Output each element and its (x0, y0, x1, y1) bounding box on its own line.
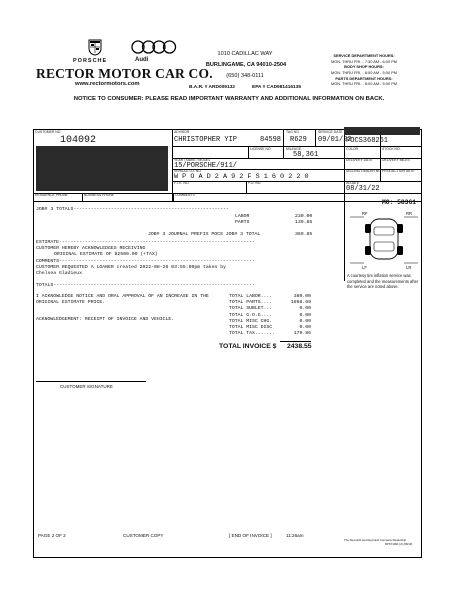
hours-line: MON. THRU FRI. - 7:30 AM - 6:00 PM (330, 58, 398, 64)
totals-row-label: TOTAL TAX....... (229, 331, 276, 337)
estimate-section (36, 240, 341, 277)
tire-lr-label: LR (406, 265, 412, 270)
redacted-customer-info (36, 146, 168, 191)
totals-row-value: 0.00 (299, 325, 311, 331)
customer-no-label: CUSTOMER NO. (35, 130, 62, 134)
in-date-label: IN DATE (346, 181, 360, 185)
totals-row-label: TOTAL MISC DISC (229, 325, 273, 331)
delivery-miles-label: DELIVERY MILES (382, 158, 410, 162)
totals-row-value: 179.86 (293, 331, 311, 337)
receipt-ack: ACKNOWLEDGEMENT: RECEIPT OF INVOICE AND VEHICLE. (36, 317, 175, 322)
ro-number: POCS368261 (346, 137, 389, 145)
estimate-header: ESTIMATE-------------------------------------------------------------------- (36, 240, 255, 245)
job-totals-line: JOB# 3 TOTALS------------------------------------------------------ (36, 207, 229, 212)
license-label: LICENSE NO. (250, 147, 272, 151)
fte-label: F.T.E. NO. (174, 181, 190, 185)
copy-label: CUSTOMER COPY (123, 533, 164, 538)
mo-value: MO: 58361 (382, 199, 417, 206)
customer-no-value: 104092 (60, 135, 97, 146)
totals-row-label: TOTAL PARTS.... (229, 300, 273, 306)
grid-v4 (283, 129, 284, 158)
totals-row-value: 0.00 (299, 318, 311, 324)
po-label: P.O. NO. (248, 181, 262, 185)
grid-v9 (315, 129, 316, 146)
department-hours (318, 53, 410, 87)
consumer-notice: NOTICE TO CONSUMER: PLEASE READ IMPORTANT WARRANTY AND ADDITIONAL INFORMATION ON BACK. (73, 96, 385, 102)
loaner-line-1: CUSTOMER REQUESTED A LOANER created 2022-08-26 03:55:00pm taken by (36, 264, 226, 270)
address-line-2: BURLINGAME, CA 94010-2504 (205, 62, 287, 68)
journal-line: JOB# 3 JOURNAL PREFIX POCS JOB# 3 TOTAL (148, 232, 261, 237)
totals-row-value: 1868.69 (290, 300, 311, 306)
in-date-value: 08/31/22 (346, 185, 380, 193)
color-label: COLOR (346, 147, 359, 151)
parts-label: PARTS (235, 220, 250, 225)
signature-label: CUSTOMER SIGNATURE (60, 384, 113, 389)
form-fine-print-1: The Reynolds and Reynolds Company Dealership (344, 538, 407, 542)
grid-v6 (246, 181, 247, 193)
production-date-label: PRODUCTION DATE (382, 169, 415, 173)
journal-total: 369.85 (295, 232, 313, 237)
audi-rings-icon (129, 40, 179, 54)
grid-v5 (248, 146, 249, 158)
car-topview-icon (348, 211, 420, 267)
totals-table (229, 294, 311, 338)
grid-v8 (173, 193, 174, 201)
advisor-label: ADVISOR (174, 130, 190, 134)
tire-diagram (348, 211, 420, 267)
porsche-logo (86, 38, 104, 56)
mileage-label: MILEAGE (286, 147, 302, 151)
comments-header: COMMENTS-------------------------------------------------------------------- (36, 258, 255, 264)
hours-line: PARTS DEPARTMENT HOURS: (335, 75, 393, 81)
labor-value: 230.00 (295, 214, 313, 219)
redacted-ro-header (344, 127, 420, 135)
hours-line: MON. THRU FRI. - 8:00 AM - 5:00 PM (330, 69, 398, 75)
total-invoice-value: 2438.55 (287, 343, 312, 350)
end-of-invoice: [ END OF INVOICE ] (229, 533, 272, 538)
advisor-value: CHRISTOPHER YIP (174, 136, 238, 144)
tire-rr-label: RR (406, 211, 413, 216)
page-number: PAGE 2 OF 2 (38, 533, 66, 538)
totals-row-label: TOTAL LABOR.... (229, 294, 273, 299)
totals-row-value: 0.00 (299, 312, 311, 318)
mileage-value: 58,361 (293, 151, 319, 159)
service-date-label: SERVICE DATE (318, 130, 343, 134)
print-time: 11:26am (286, 533, 304, 538)
ack-line-1: CUSTOMER HEREBY ACKNOWLEDGES RECEIVING (36, 246, 146, 252)
vin-value: W P O A D 2 A 9 2 F S 1 6 0 2 2 0 (174, 173, 309, 181)
signature-line (36, 381, 146, 382)
ack-line-2: ORIGINAL ESTIMATE OF $2500.00 (+TAX) (54, 252, 158, 258)
parts-value: 139.85 (295, 220, 313, 225)
totals-row-value: 380.00 (293, 294, 311, 299)
vin-label: VEHICLE I.D. NO. (174, 169, 202, 173)
tire-lf-label: LF (362, 265, 367, 270)
totals-underline (280, 341, 311, 342)
comments-label: COMMENTS (175, 193, 195, 197)
hours-line: MON. THRU FRI. - 8:00 AM - 5:00 PM (330, 81, 398, 87)
advisor-number: 84598 (260, 136, 282, 144)
totals-header: TOTALS---------------------------------------------------------------------- (36, 283, 255, 288)
totals-row-label: TOTAL MISC CHG. (229, 318, 273, 324)
stock-label: STOCK NO. (382, 147, 401, 151)
tire-note: A courtesy tire inflation service was completed and the measurements after the service are noted above. (347, 273, 419, 290)
tag-value: R629 (290, 136, 307, 144)
selling-dealer-label: SELLING DEALER NO. (346, 169, 382, 173)
totals-row (229, 331, 311, 337)
tire-rf-label: RF (362, 211, 368, 216)
company-name: RECTOR MOTOR CAR CO. (36, 66, 213, 81)
grid-v1 (172, 129, 173, 201)
totals-row-label: TOTAL G.O.G.... (229, 312, 273, 318)
bar-number: B.A.R. # ARD009132 (189, 85, 235, 90)
phone-number: (650) 348-0111 (226, 73, 264, 79)
porsche-crest-icon (86, 38, 104, 56)
address-line-1: 1010 CADILLAC WAY (217, 51, 273, 57)
delivery-date-label: DELIVERY DATE (346, 158, 373, 162)
year-make-value: 15/PORSCHE/911/ (174, 162, 238, 170)
form-fine-print-2: RPS71991 (2) (08/13) (385, 542, 413, 546)
grid-v7 (82, 193, 83, 201)
hours-line: SERVICE DEPARTMENT HOURS: (333, 53, 395, 58)
labor-label: LABOR (235, 214, 250, 219)
grid-h4 (172, 181, 422, 182)
epa-number: EPA # CAD981416135 (252, 85, 302, 90)
service-date-value: 09/01/22 (318, 136, 352, 144)
loaner-line-2: Chelsea Gladieux (36, 271, 83, 277)
notice-ack-1: I ACKNOWLEDGE NOTICE AND ORAL APPROVAL OF AN INCREASE IN THE (36, 294, 209, 299)
frame-bottom (33, 557, 422, 558)
porsche-wordmark: PORSCHE (73, 58, 108, 64)
total-invoice-label: TOTAL INVOICE $ (219, 343, 277, 350)
year-make-label: YEAR / MAKE / MODEL (174, 158, 211, 162)
tag-label: TAG NO. (286, 130, 300, 134)
residence-phone-label: RESIDENCE PHONE (35, 193, 68, 197)
invoice-body (36, 207, 341, 213)
totals-row-value: 0.00 (299, 306, 311, 312)
totals-row-label: TOTAL SUBLET... (229, 306, 273, 312)
tire-area-left-border (344, 201, 345, 281)
hours-line: BODY SHOP HOURS: (344, 64, 384, 70)
company-website: www.rectormotors.com (75, 81, 140, 87)
notice-ack-2: ORIGINAL ESTIMATE PRICE. (36, 300, 106, 305)
grid-h6 (33, 201, 422, 202)
audi-wordmark: Audi (135, 57, 149, 63)
business-phone-label: BUSINESS PHONE (84, 193, 115, 197)
